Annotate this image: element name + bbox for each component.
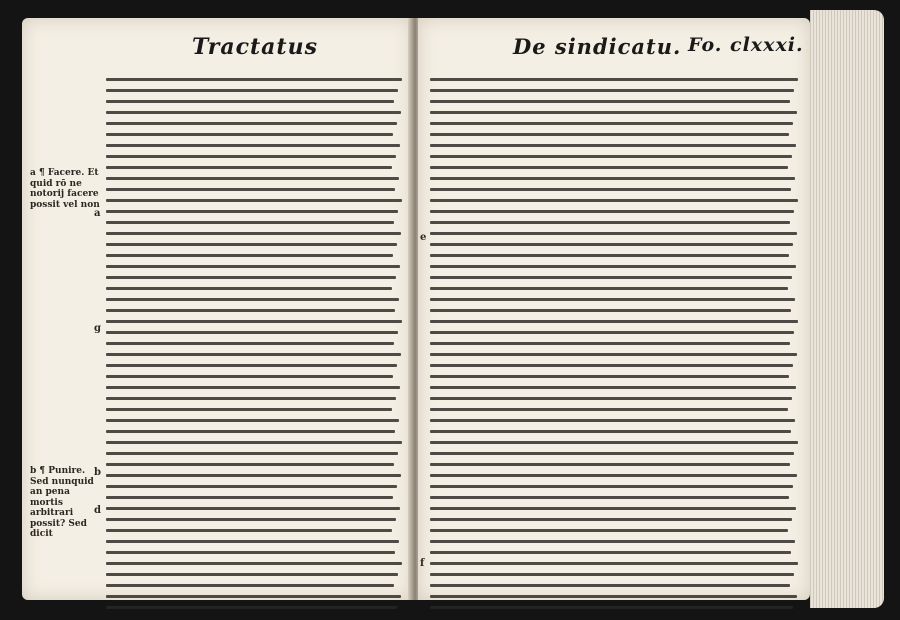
body-text-line <box>106 221 394 224</box>
body-text-line <box>430 133 789 136</box>
body-text-line <box>430 529 788 532</box>
body-text-line <box>430 320 798 323</box>
body-text-line <box>430 243 793 246</box>
body-text-line <box>430 364 793 367</box>
body-text-line <box>430 331 794 334</box>
body-text-line <box>106 397 396 400</box>
body-text-line <box>106 529 392 532</box>
body-text-line <box>430 309 791 312</box>
body-text-line <box>106 331 398 334</box>
line-letter: g <box>94 323 101 334</box>
body-text-line <box>430 232 797 235</box>
body-text-line <box>430 199 798 202</box>
body-text-line <box>106 474 401 477</box>
line-letter: a <box>94 208 101 219</box>
body-text-line <box>106 606 397 609</box>
body-text-line <box>106 100 394 103</box>
body-text-line <box>430 375 789 378</box>
body-text-line <box>106 507 400 510</box>
body-text-line <box>106 188 395 191</box>
body-text-line <box>430 188 791 191</box>
body-text-line <box>430 463 790 466</box>
body-text-line <box>106 144 400 147</box>
body-text-line <box>430 276 792 279</box>
body-text-line <box>106 210 398 213</box>
body-text-line <box>430 452 794 455</box>
body-text-line <box>430 441 798 444</box>
body-text-line <box>430 177 795 180</box>
body-text-line <box>430 408 788 411</box>
left-running-head: Tractatus <box>192 34 318 60</box>
body-text-line <box>106 386 400 389</box>
body-text-line <box>430 551 791 554</box>
body-text-line <box>430 298 795 301</box>
body-text-line <box>106 562 402 565</box>
body-text-line <box>106 584 394 587</box>
body-text-line <box>106 276 396 279</box>
body-text-line <box>106 452 398 455</box>
body-text-line <box>106 408 392 411</box>
body-text-line <box>430 496 789 499</box>
body-text-line <box>430 287 788 290</box>
body-text-line <box>430 155 792 158</box>
body-text-line <box>430 122 793 125</box>
body-text-line <box>106 265 400 268</box>
body-text-line <box>106 485 397 488</box>
body-text-line <box>106 430 395 433</box>
body-text-line <box>430 419 795 422</box>
body-text-line <box>106 254 393 257</box>
body-text-line <box>430 485 793 488</box>
body-text-line <box>106 540 399 543</box>
body-text-line <box>106 441 402 444</box>
body-text-line <box>430 89 794 92</box>
body-text-line <box>106 232 401 235</box>
body-text-line <box>430 430 791 433</box>
body-text-line <box>430 78 798 81</box>
body-text-line <box>430 386 796 389</box>
body-text-line <box>106 177 399 180</box>
body-text-line <box>106 89 398 92</box>
body-text-line <box>430 221 790 224</box>
body-text-line <box>106 364 397 367</box>
body-text-line <box>106 573 398 576</box>
body-text-line <box>106 287 392 290</box>
left-page <box>22 18 412 600</box>
right-running-head: De sindicatu. <box>513 34 682 59</box>
body-text-line <box>106 309 395 312</box>
right-text-block <box>430 74 798 586</box>
line-letter: f <box>420 558 425 569</box>
body-text-line <box>430 474 797 477</box>
body-text-line <box>430 353 797 356</box>
body-text-line <box>106 419 399 422</box>
body-text-line <box>106 353 401 356</box>
body-text-line <box>106 111 401 114</box>
body-text-line <box>430 111 797 114</box>
margin-note-b: b ¶ Punire. Sed nunquid an pena mortis arbitrari possit? Sed dicit <box>30 466 94 539</box>
body-text-line <box>106 298 399 301</box>
body-text-line <box>106 166 392 169</box>
body-text-line <box>430 507 796 510</box>
body-text-line <box>106 375 393 378</box>
body-text-line <box>430 342 790 345</box>
body-text-line <box>430 562 798 565</box>
body-text-line <box>430 397 792 400</box>
body-text-line <box>430 595 797 598</box>
body-text-line <box>106 155 396 158</box>
body-text-line <box>106 595 401 598</box>
body-text-line <box>430 573 794 576</box>
body-text-line <box>106 463 394 466</box>
body-text-line <box>106 133 393 136</box>
line-letter: b <box>94 467 101 478</box>
body-text-line <box>106 243 397 246</box>
body-text-line <box>430 254 789 257</box>
line-letter: e <box>420 232 427 243</box>
right-page <box>418 18 810 600</box>
body-text-line <box>106 78 402 81</box>
body-text-line <box>106 342 394 345</box>
body-text-line <box>106 551 395 554</box>
body-text-line <box>106 496 393 499</box>
body-text-line <box>430 166 788 169</box>
body-text-line <box>106 122 397 125</box>
body-text-line <box>430 100 790 103</box>
folio-number: Fo. clxxxi. <box>688 34 804 56</box>
body-text-line <box>430 584 790 587</box>
page-edges <box>810 10 884 608</box>
body-text-line <box>106 199 402 202</box>
body-text-line <box>430 210 794 213</box>
body-text-line <box>430 606 793 609</box>
body-text-line <box>106 518 396 521</box>
line-letter: d <box>94 505 101 516</box>
body-text-line <box>106 320 402 323</box>
body-text-line <box>430 518 792 521</box>
margin-note-a: a ¶ Facere. Et quid rō ne notorij facere possit vel non <box>30 168 100 210</box>
left-text-block <box>106 74 402 586</box>
body-text-line <box>430 540 795 543</box>
body-text-line <box>430 265 796 268</box>
body-text-line <box>430 144 796 147</box>
